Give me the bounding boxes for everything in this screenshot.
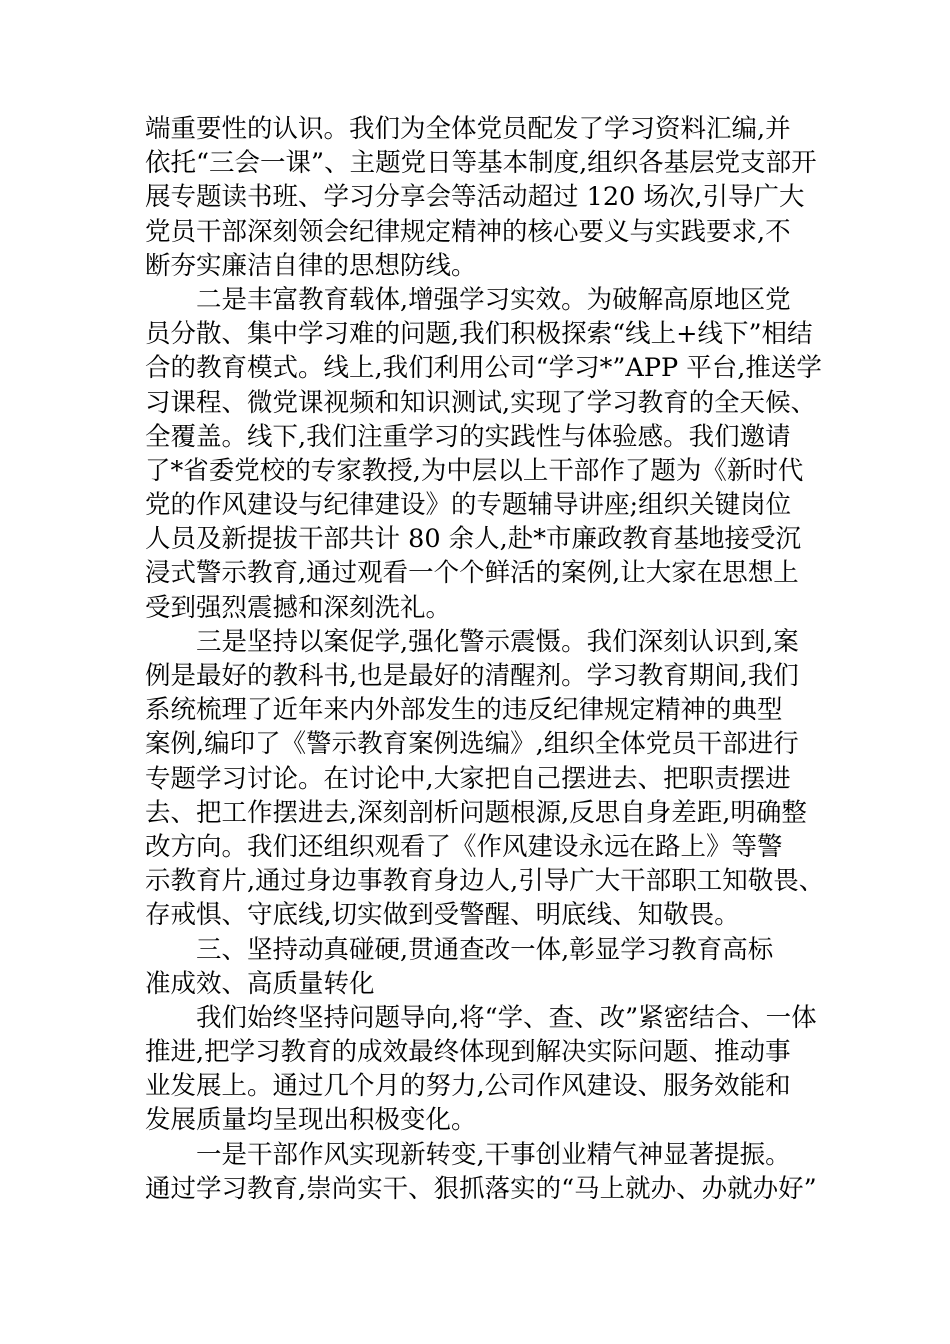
text-line: 全覆盖。线下,我们注重学习的实践性与体验感。我们邀请 (145, 421, 791, 452)
text-line: 存戒惧、守底线,切实做到受警醒、明底线、知敬畏。 (145, 900, 740, 931)
text-line: 示教育片,通过身边事教育身边人,引导广大干部职工知敬畏、 (145, 866, 825, 897)
paragraph-first-line: 二是丰富教育载体,增强学习实效。为破解高原地区党 (196, 284, 791, 315)
text-line: 例是最好的教科书,也是最好的清醒剂。学习教育期间,我们 (145, 661, 799, 691)
text-line: 专题学习讨论。在讨论中,大家把自己摆进去、把职责摆进 (145, 763, 791, 794)
text-line: 业发展上。通过几个月的努力,公司作风建设、服务效能和 (145, 1071, 791, 1102)
text-line: 习课程、微党课视频和知识测试,实现了学习教育的全天候、 (145, 387, 817, 418)
text-line: 员分散、集中学习难的问题,我们积极探索“线上+线下”相结 (145, 319, 813, 350)
text-line: 依托“三会一课”、主题党日等基本制度,组织各基层党支部开 (145, 148, 817, 179)
text-line: 改方向。我们还组织观看了《作风建设永远在路上》等警 (145, 831, 783, 862)
document-body (145, 112, 835, 1206)
text-line: 党员干部深刻领会纪律规定精神的核心要义与实践要求,不 (145, 216, 791, 247)
text-line: 合的教育模式。线上,我们利用公司“学习*”APP 平台,推送学 (145, 353, 822, 384)
text-line: 通过学习教育,崇尚实干、狠抓落实的“马上就办、办就办好” (145, 1173, 817, 1204)
text-line: 推进,把学习教育的成效最终体现到解决实际问题、推动事 (145, 1037, 791, 1068)
text-line: 党的作风建设与纪律建设》的专题辅导讲座;组织关键岗位 (145, 490, 792, 521)
text-line: 发展质量均呈现出积极变化。 (145, 1105, 477, 1136)
text-line: 人员及新提拔干部共计 80 余人,赴*市廉政教育基地接受沉 (145, 524, 802, 555)
paragraph-first-line: 我们始终坚持问题导向,将“学、查、改”紧密结合、一体 (196, 1002, 817, 1033)
paragraph-first-line: 一是干部作风实现新转变,干事创业精气神显著提振。 (196, 1139, 791, 1170)
text-line: 案例,编印了《警示教育案例选编》,组织全体党员干部进行 (145, 729, 799, 760)
paragraph-first-line: 三、坚持动真碰硬,贯通查改一体,彰显学习教育高标 (196, 934, 774, 965)
text-line: 准成效、高质量转化 (145, 968, 375, 999)
text-line: 端重要性的认识。我们为全体党员配发了学习资料汇编,并 (145, 114, 791, 144)
text-line: 浸式警示教育,通过观看一个个鲜活的案例,让大家在思想上 (145, 558, 799, 589)
text-line: 受到强烈震撼和深刻洗礼。 (145, 592, 452, 623)
text-line: 了*省委党校的专家教授,为中层以上干部作了题为《新时代 (145, 455, 804, 486)
text-line: 系统梳理了近年来内外部发生的违反纪律规定精神的典型 (145, 695, 783, 726)
text-line: 去、把工作摆进去,深刻剖析问题根源,反思自身差距,明确整 (145, 797, 807, 828)
text-line: 断夯实廉洁自律的思想防线。 (145, 250, 477, 281)
text-line: 展专题读书班、学习分享会等活动超过 120 场次,引导广大 (145, 182, 805, 213)
paragraph-first-line: 三是坚持以案促学,强化警示震慑。我们深刻认识到,案 (196, 626, 799, 657)
